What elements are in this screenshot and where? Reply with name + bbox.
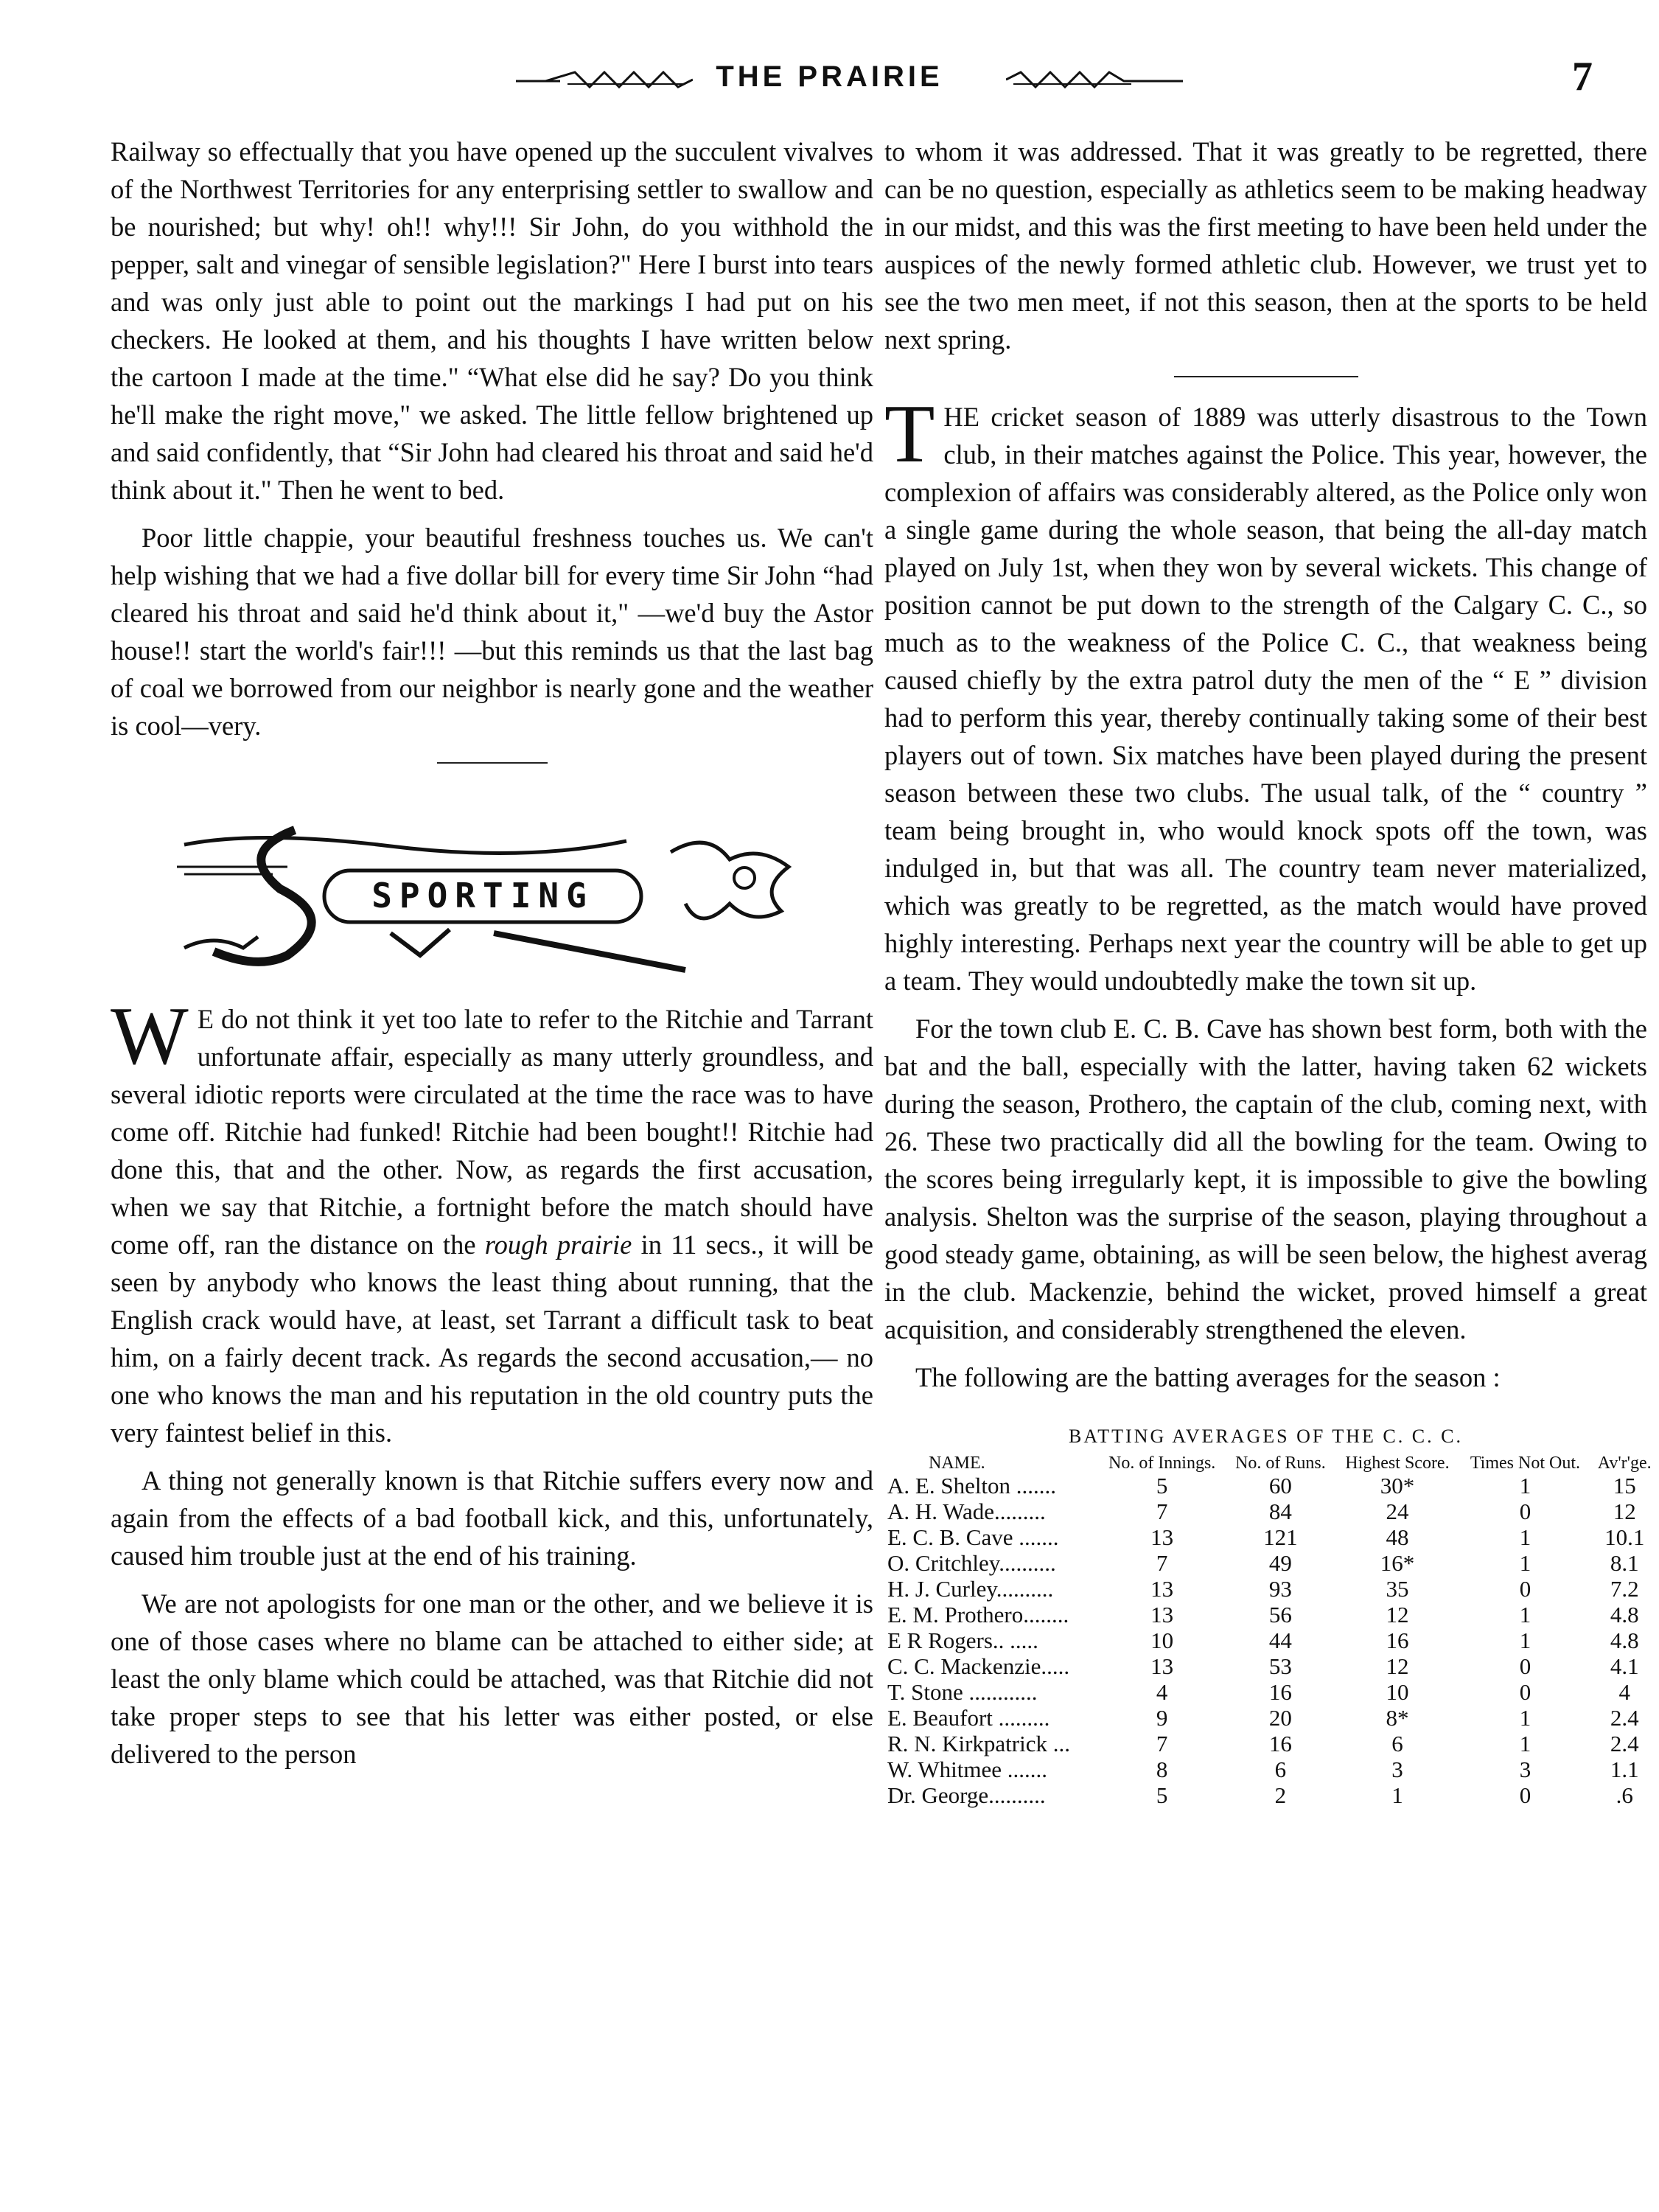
stat-cell: 8* — [1386, 1705, 1409, 1731]
stat-cell: 6 — [1274, 1756, 1287, 1782]
stat-cell: 1.1 — [1610, 1756, 1639, 1782]
stat-cell: 5 — [1156, 1782, 1168, 1808]
stat-cell: 7 — [1156, 1550, 1168, 1576]
batting-averages-table — [884, 1454, 1658, 1808]
stat-cell: 16 — [1268, 1731, 1292, 1756]
stat-cell: 15 — [1613, 1473, 1636, 1498]
column-header: No. of Runs. — [1235, 1454, 1326, 1473]
stat-cell: 12 — [1613, 1498, 1636, 1524]
stat-cell: 2.4 — [1610, 1705, 1639, 1731]
player-name-cell: Dr. George.......... — [887, 1782, 1046, 1808]
sporting-heading-text: SPORTING — [371, 876, 594, 915]
stat-cell: 84 — [1268, 1498, 1292, 1524]
article-paragraph: A thing not generally known is that Ritchie suffers every now and again from the effects of a bad football kick, and this, unfortunately, caused him trouble just at the end of his training. — [111, 1465, 873, 1571]
batting-table-title: BATTING AVERAGES OF THE C. C. C. — [1069, 1426, 1463, 1447]
table-header-row — [884, 1454, 1658, 1473]
stat-cell: 10.1 — [1604, 1524, 1645, 1550]
stat-cell: 2.4 — [1610, 1731, 1639, 1756]
drop-cap: T — [884, 388, 935, 480]
stat-cell: 20 — [1268, 1705, 1292, 1731]
table-row — [884, 1705, 1658, 1731]
stat-cell: 0 — [1519, 1782, 1531, 1808]
player-name-cell: W. Whitmee ....... — [887, 1756, 1047, 1782]
stat-cell: 30* — [1380, 1473, 1415, 1498]
table-row — [884, 1602, 1658, 1627]
column-header: Times Not Out. — [1470, 1454, 1581, 1473]
stat-cell: .6 — [1616, 1782, 1633, 1808]
stat-cell: 0 — [1519, 1576, 1531, 1602]
player-name-cell: E R Rogers.. ..... — [887, 1627, 1038, 1653]
table-row — [884, 1524, 1658, 1550]
section-divider — [437, 762, 548, 764]
stat-cell: 48 — [1386, 1524, 1409, 1550]
stat-cell: 10 — [1386, 1679, 1409, 1705]
stat-cell: 1 — [1519, 1473, 1531, 1498]
stat-cell: 121 — [1263, 1524, 1298, 1550]
stat-cell: 4 — [1156, 1679, 1168, 1705]
stat-cell: 1 — [1519, 1705, 1531, 1731]
stat-cell: 0 — [1519, 1498, 1531, 1524]
batting-table-body — [884, 1473, 1658, 1808]
article-paragraph: We are not apologists for one man or the other, and we believe it is one of those cases where no blame can be attached to either side; at least the only blame which could be attached, was that Ritchie did not take proper steps to see that his letter was either posted, or else delivered to the person — [111, 1588, 873, 1769]
stat-cell: 1 — [1519, 1524, 1531, 1550]
stat-cell: 7 — [1156, 1498, 1168, 1524]
player-name-cell: E. M. Prothero........ — [887, 1602, 1069, 1627]
article-paragraph: W E do not think it yet too late to refer to the Ritchie and Tarrant unfortunate affair, especially as many utterly groundless, and several idiotic reports were circulated at the time the race was to have come off. Ritchie had funked! Ritchie had been bought!! Ritchie had done this, that and the other. Now, as regards the first accusation, when we say that Ritchie, a fortnight before the match should have come off, ran the distance on the rough prairie in 11 secs., it will be seen by anybody who knows the least thing about running, that the English crack would have, at least, set Tarrant a difficult task to beat him, on a fairly decent track. As regards the second accusation,— no one who knows the man and his reputation in the old country puts the very faintest belief in this. — [111, 991, 873, 1448]
column-header: NAME. — [929, 1454, 985, 1473]
stat-cell: 1 — [1519, 1627, 1531, 1653]
player-name-cell: E. C. B. Cave ....... — [887, 1524, 1059, 1550]
stat-cell: 3 — [1391, 1756, 1403, 1782]
player-name-cell: A. E. Shelton ....... — [887, 1473, 1057, 1498]
stat-cell: 53 — [1268, 1653, 1292, 1679]
stat-cell: 9 — [1156, 1705, 1168, 1731]
article-paragraph: to whom it was addressed. That it was greatly to be regretted, there can be no question, especially as athletics seem to be making headway in our midst, and this was the first meeting to have been held under the auspices of the newly formed athletic club. However, we trust yet to see the two men meet, if not this season, then at the sports to be held next spring. — [884, 136, 1647, 355]
article-paragraph: Railway so effectually that you have opened up the succulent vivalves of the Northwest Territories for any enterprising settler to swallow and be nourished; but why! oh!! why!!! Sir John, do you withhold the pepper, salt and vinegar of sensible legislation?" Here I burst into tears and was only just able to point out the markings I had put on his checkers. He looked at them, and his thoughts I have written below the cartoon I made at the time." “What else did he say? Do you think he'll make the right move," we asked. The little fellow brightened up and said confidently, that “Sir John had cleared his throat and said he'd think about it." Then he went to bed. — [111, 136, 873, 505]
stat-cell: 1 — [1519, 1550, 1531, 1576]
stat-cell: 93 — [1268, 1576, 1292, 1602]
stat-cell: 1 — [1391, 1782, 1403, 1808]
publication-title: THE PRAIRIE — [716, 60, 943, 93]
table-row — [884, 1679, 1658, 1705]
stat-cell: 60 — [1268, 1473, 1292, 1498]
player-name-cell: H. J. Curley.......... — [887, 1576, 1054, 1602]
table-row — [884, 1550, 1658, 1576]
table-row — [884, 1782, 1658, 1808]
table-row — [884, 1576, 1658, 1602]
column-header: Highest Score. — [1345, 1454, 1450, 1473]
article-paragraph: Poor little chappie, your beautiful freshness touches us. We can't help wishing that we had a five dollar bill for every time Sir John “had cleared his throat and said he'd think about it," —we'd buy the Astor house!! start the world's fair!!! —but this reminds us that the last bag of coal we borrowed from our neighbor is nearly gone and the weather is cool—very. — [111, 523, 873, 741]
sporting-heading-illustration — [170, 800, 818, 977]
stat-cell: 10 — [1150, 1627, 1174, 1653]
stat-cell: 0 — [1519, 1653, 1531, 1679]
stat-cell: 1 — [1519, 1731, 1531, 1756]
column-header: Av'r'ge. — [1597, 1454, 1652, 1473]
article-paragraph: THE cricket season of 1889 was utterly disastrous to the Town club, in their matches against the Police. This year, however, the complexion of affairs was considerably altered, as the Police only won a single game during the whole season, that being the all-day match played on July 1st, when they won by several wickets. This change of position cannot be put down to the strength of the Calgary C. C., so much as to the weakness of the Police C. C., that weakness being caused chiefly by the extra patrol duty the men of the “ E ” division had to perform this year, thereby continually taking some of their best players out of town. Six matches have been played during the present season between these two clubs. The usual talk, of the “ country ” team being brought in, who would knock spots off the town, was indulged in, but that was all. The country team never materialized, which was greatly to be regretted, as the match would have proved highly interesting. Perhaps next year the country will be able to get up a team. They would undoubtedly make the town sit up. — [884, 388, 1647, 996]
table-row — [884, 1627, 1658, 1653]
stat-cell: 16 — [1386, 1627, 1409, 1653]
stat-cell: 13 — [1150, 1576, 1174, 1602]
table-row — [884, 1473, 1658, 1498]
stat-cell: 4.8 — [1610, 1627, 1639, 1653]
stat-cell: 6 — [1391, 1731, 1403, 1756]
section-divider — [1174, 376, 1358, 377]
stat-cell: 5 — [1156, 1473, 1168, 1498]
page-header — [0, 53, 1659, 119]
stat-cell: 16* — [1380, 1550, 1415, 1576]
stat-cell: 49 — [1268, 1550, 1292, 1576]
stat-cell: 13 — [1150, 1602, 1174, 1627]
stat-cell: 0 — [1519, 1679, 1531, 1705]
page-number: 7 — [1572, 54, 1593, 100]
stat-cell: 13 — [1150, 1653, 1174, 1679]
right-header-ornament — [1006, 65, 1183, 94]
player-name-cell: C. C. Mackenzie..... — [887, 1653, 1070, 1679]
stat-cell: 16 — [1268, 1679, 1292, 1705]
stat-cell: 12 — [1386, 1602, 1409, 1627]
stat-cell: 56 — [1268, 1602, 1292, 1627]
table-row — [884, 1756, 1658, 1782]
stat-cell: 4.8 — [1610, 1602, 1639, 1627]
drop-cap: W — [111, 991, 189, 1082]
stat-cell: 4 — [1618, 1679, 1630, 1705]
player-name-cell: O. Critchley.......... — [887, 1550, 1056, 1576]
stat-cell: 4.1 — [1610, 1653, 1639, 1679]
stat-cell: 12 — [1386, 1653, 1409, 1679]
left-column — [111, 133, 873, 1783]
player-name-cell: A. H. Wade......... — [887, 1498, 1046, 1524]
stat-cell: 8.1 — [1610, 1550, 1639, 1576]
table-row — [884, 1498, 1658, 1524]
player-name-cell: R. N. Kirkpatrick ... — [887, 1731, 1070, 1756]
stat-cell: 2 — [1274, 1782, 1287, 1808]
stat-cell: 13 — [1150, 1524, 1174, 1550]
table-row — [884, 1653, 1658, 1679]
stat-cell: 3 — [1519, 1756, 1531, 1782]
stat-cell: 1 — [1519, 1602, 1531, 1627]
stat-cell: 7 — [1156, 1731, 1168, 1756]
table-row — [884, 1731, 1658, 1756]
stat-cell: 24 — [1386, 1498, 1409, 1524]
column-header: No. of Innings. — [1108, 1454, 1216, 1473]
stat-cell: 8 — [1156, 1756, 1168, 1782]
article-paragraph: The following are the batting averages for the season : — [915, 1362, 1501, 1392]
stat-cell: 35 — [1386, 1576, 1409, 1602]
player-name-cell: E. Beaufort ......... — [887, 1705, 1050, 1731]
right-column — [884, 133, 1652, 1808]
stat-cell: 7.2 — [1610, 1576, 1639, 1602]
article-paragraph: For the town club E. C. B. Cave has shown best form, both with the bat and the ball, especially with the latter, having taken 62 wickets during the season, Prothero, the captain of the club, coming next, with 26. These two practically did all the bowling for the team. Owing to the scores being irregularly kept, it is impossible to give the bowling analysis. Shelton was the surprise of the season, playing throughout a good steady game, obtaining, as will be seen below, the highest averag in the club. Mackenzie, behind the wicket, proved himself a great acquisition, and considerably strengthened the eleven. — [884, 1013, 1647, 1344]
player-name-cell: T. Stone ............ — [887, 1679, 1038, 1705]
stat-cell: 44 — [1268, 1627, 1292, 1653]
